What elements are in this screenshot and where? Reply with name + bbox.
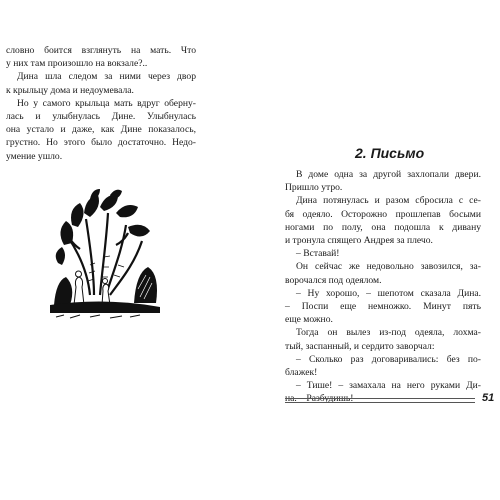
text-line: у них там произошло на вокзале?.. (6, 58, 148, 70)
text-line: – Сколько раз договаривались: без по- (296, 353, 481, 365)
text-line: еще можно. (285, 314, 333, 326)
text-line: Он сейчас же недовольно завозился, за- (296, 261, 481, 273)
text-line: Дина шла следом за ними через двор (17, 71, 196, 83)
text-line: Дина потянулась и разом сбросила с се- (296, 195, 481, 207)
page-number: 51 (482, 392, 495, 404)
text-line: ворочался под одеялом. (285, 274, 382, 286)
text-line: словно боится взглянуть на мать. Что (6, 45, 196, 56)
right-page-text (285, 168, 481, 406)
text-line: бя одеяло. Осторожно прошлепав босыми (285, 208, 481, 220)
text-line: тый, заспанный, и сердито заворчал: (285, 340, 435, 352)
text-line: Пришло утро. (285, 182, 343, 194)
text-line: на. – Разбудишь! (285, 393, 354, 405)
text-line: умение ушло. (6, 150, 63, 162)
text-line: она устало и даже, как Дине показалось, (6, 124, 196, 136)
text-line: – Поспи еще немножко. Минут пять (285, 301, 481, 313)
text-line: грустно. Но этого было достаточно. Недо- (6, 137, 196, 149)
text-line: блажек! (285, 367, 318, 379)
text-line: Тогда он вылез из-под одеяла, лохма- (296, 327, 481, 339)
text-line: В доме одна за другой захлопали двери. (296, 169, 481, 180)
text-line: – Ну хорошо, – шепотом сказала Дина. (296, 287, 481, 299)
text-line: ногами по полу, она подошла к дивану (285, 221, 481, 233)
text-line: к крыльцу дома и недоумевала. (6, 84, 134, 96)
text-line: – Тише! – замахала на него руками Ди- (296, 380, 481, 392)
text-line: лась и улыбнулась Дине. Улыбнулась (6, 111, 196, 123)
text-line: и тронула спящего Андрея за плечо. (285, 235, 433, 247)
text-line: Но у самого крыльца мать вдруг оберну- (17, 97, 196, 109)
footer-rule (285, 398, 475, 403)
text-line: – Вставай! (296, 248, 340, 260)
chapter-title: 2. Письмо (355, 145, 425, 161)
